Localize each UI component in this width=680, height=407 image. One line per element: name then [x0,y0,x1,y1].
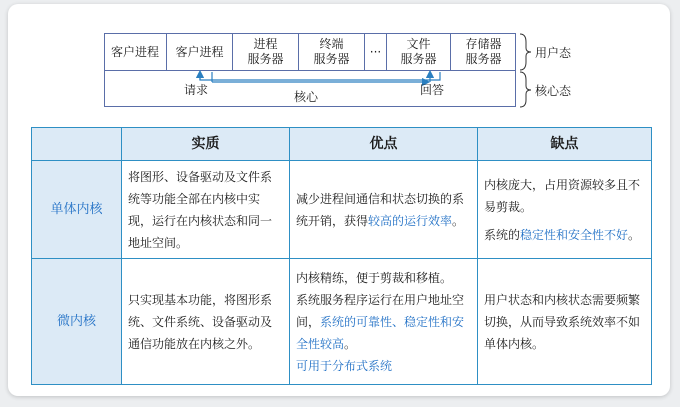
cell-label: 服务器 [400,52,437,66]
table-row [32,259,652,385]
cell-cons [478,161,652,259]
cell-essence: 将图形、设备驱动及文件系统等功能全部在内核中实现，运行在内核状态和同一地址空间。 [122,161,290,259]
row-name-microkernel: 微内核 [32,259,122,385]
cell-label: 进程 [253,37,278,51]
cell-essence: 只实现基本功能，将图形系统、文件系统、设备驱动及通信功能放在内核之外。 [122,259,290,385]
pros-line [296,289,471,355]
kernel-label: 核心 [294,90,319,104]
row-name-monolithic: 单体内核 [32,161,122,259]
request-label: 请求 [184,83,209,97]
pros-highlight: 系统的可靠性、稳定性和安全性较高 [296,314,465,351]
table-row [32,161,652,259]
cell-pros [290,161,478,259]
cell-cons: 用户状态和内核状态需要频繁切换，从而导致系统效率不如单体内核。 [478,259,652,385]
header-corner [32,128,122,161]
pros-text: 减少进程间通信和状态切换的系统开销，获得 [296,191,465,228]
header-pros: 优点 [290,128,478,161]
cell-label: 文件 [406,37,431,51]
kernel-comparison-table [31,127,652,385]
cell-label: 终端 [319,37,344,51]
cell-label: 服务器 [247,52,284,66]
cell-label: ··· [369,44,382,59]
cons-line: 内核庞大，占用资源较多且不易剪裁。 [484,177,641,214]
table-header-row [32,128,652,161]
cons-highlight: 稳定性和安全性不好 [520,227,629,242]
cons-tail: 。 [628,227,641,242]
cons-line [484,224,645,246]
pros-tail: 。 [344,336,357,351]
header-cons: 缺点 [478,128,652,161]
pros-text: 系统服务程序运行在用户地址空间， [296,292,465,329]
cell-label: 客户进程 [175,44,224,59]
cons-text: 系统的 [484,227,521,242]
cell-label: 服务器 [465,52,502,66]
microkernel-diagram [0,0,680,115]
pros-tail: 。 [452,213,465,228]
cell-label: 服务器 [313,52,350,66]
kernel-mode-label: 核心态 [535,84,572,98]
header-essence: 实质 [122,128,290,161]
request-reply-arrows [0,0,680,115]
user-mode-label: 用户态 [535,46,572,60]
cell-label: 客户进程 [110,44,159,59]
cell-label: 存储器 [465,37,502,51]
pros-line: 可用于分布式系统 [296,358,393,373]
cell-pros [290,259,478,385]
pros-line: 内核精练，便于剪裁和移植。 [296,270,453,285]
pros-highlight: 较高的运行效率 [368,213,453,228]
reply-label: 回答 [420,83,445,97]
